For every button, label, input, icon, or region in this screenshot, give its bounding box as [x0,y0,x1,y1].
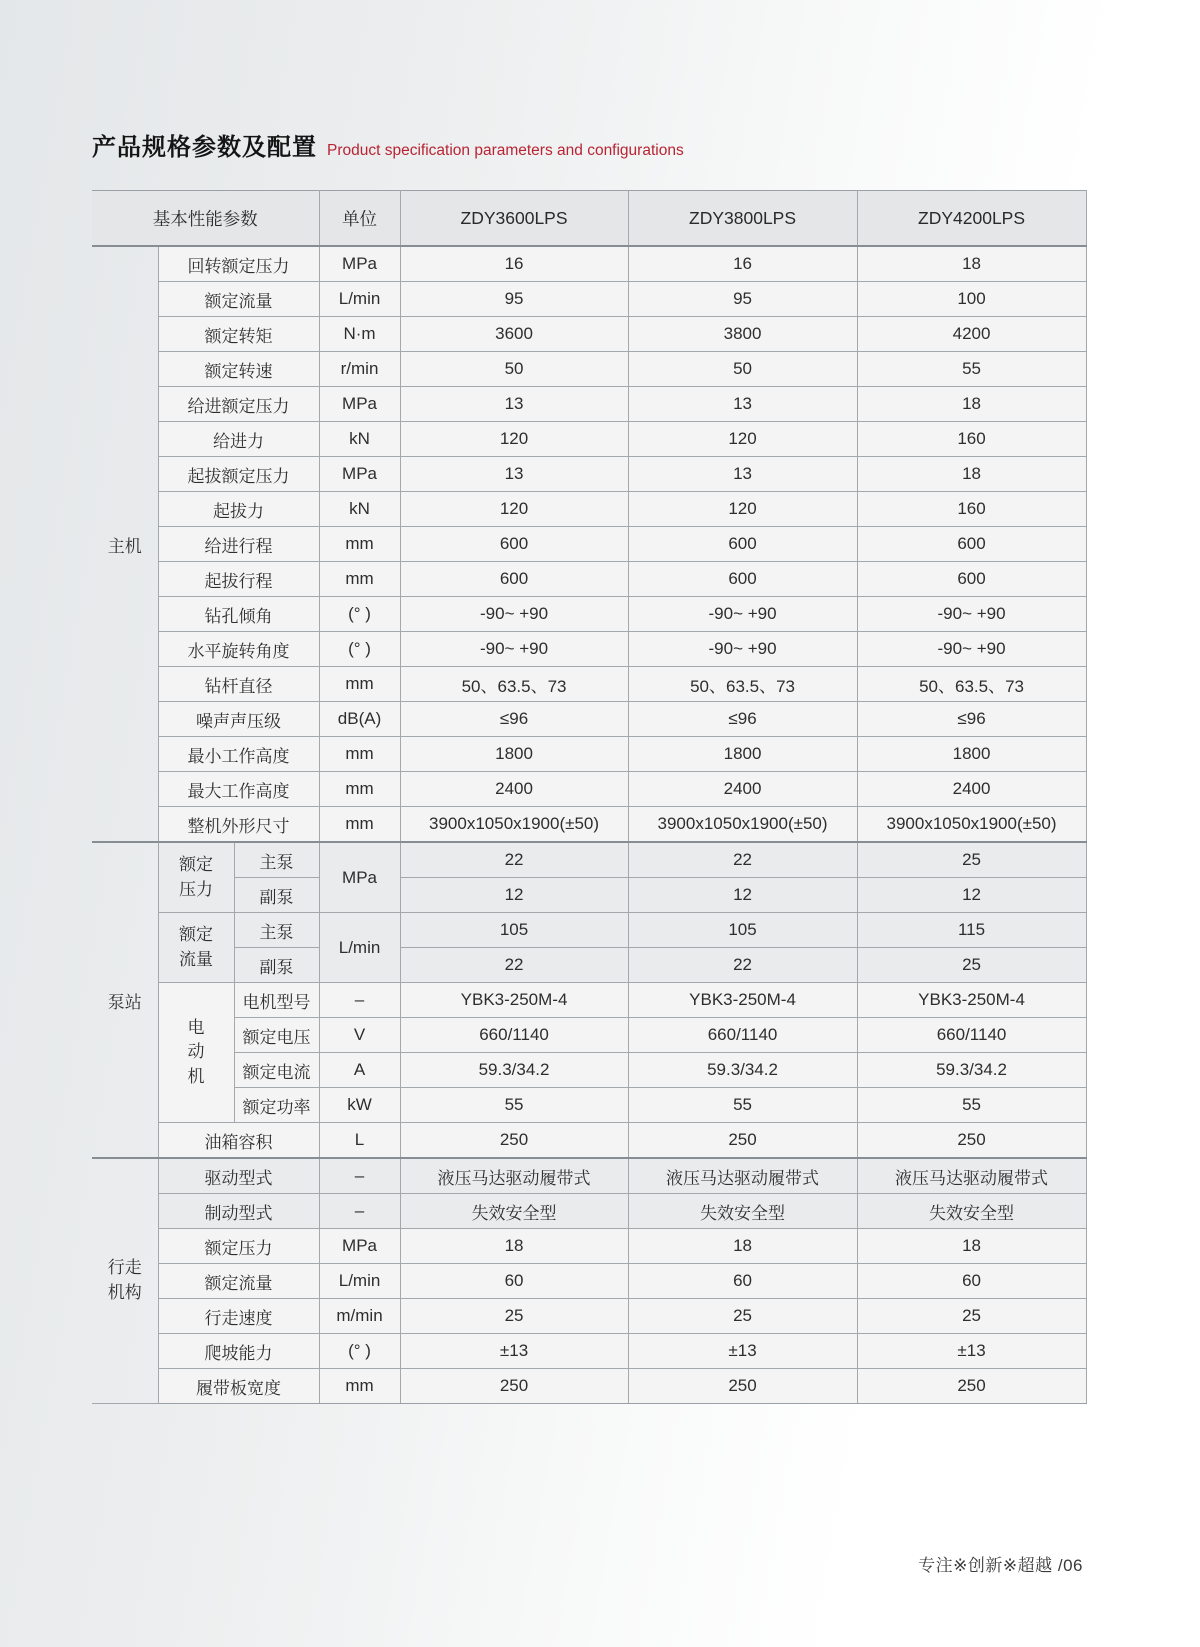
table-row [92,1194,1086,1229]
value-cell: 60 [628,1264,857,1299]
table-row [92,667,1086,702]
rated-flow-label: 额定流量 [179,924,213,969]
param-label: 钻孔倾角 [158,597,319,632]
table-row [92,983,1086,1018]
value-cell: 3900x1050x1900(±50) [857,807,1086,843]
sub-label: 额定电压 [234,1018,319,1053]
value-cell: 60 [857,1264,1086,1299]
param-label: 起拔力 [158,492,319,527]
table-row [92,1123,1086,1159]
value-cell: 3800 [628,317,857,352]
unit-cell: A [319,1053,400,1088]
param-label: 水平旋转角度 [158,632,319,667]
param-label: 爬坡能力 [158,1334,319,1369]
param-label [158,983,234,1123]
param-label: 给进额定压力 [158,387,319,422]
unit-cell: L [319,1123,400,1159]
value-cell: ±13 [400,1334,628,1369]
header-basic-params: 基本性能参数 [92,191,319,247]
param-label: 驱动型式 [158,1158,319,1194]
param-label [158,913,234,983]
value-cell: 12 [628,878,857,913]
sub-label: 电机型号 [234,983,319,1018]
group-label-main-machine: 主机 [92,246,158,842]
table-row [92,492,1086,527]
value-cell: 55 [628,1088,857,1123]
value-cell: 1800 [400,737,628,772]
value-cell: ±13 [628,1334,857,1369]
electric-motor-label: 电动机 [187,1017,205,1086]
value-cell: ≤96 [400,702,628,737]
param-label: 回转额定压力 [158,246,319,282]
unit-cell: kW [319,1088,400,1123]
param-label: 给进行程 [158,527,319,562]
page-title-chinese: 产品规格参数及配置 [92,134,317,161]
value-cell: 59.3/34.2 [400,1053,628,1088]
value-cell: 18 [628,1229,857,1264]
value-cell: -90~ +90 [400,632,628,667]
value-cell: 25 [857,948,1086,983]
unit-cell: – [319,1158,400,1194]
value-cell: 250 [857,1369,1086,1404]
value-cell: 250 [628,1369,857,1404]
value-cell: 液压马达驱动履带式 [628,1158,857,1194]
value-cell: ≤96 [857,702,1086,737]
value-cell: 250 [400,1369,628,1404]
unit-cell: N·m [319,317,400,352]
value-cell: 22 [400,948,628,983]
value-cell: -90~ +90 [857,597,1086,632]
value-cell: 95 [400,282,628,317]
unit-cell: MPa [319,387,400,422]
unit-cell: MPa [319,457,400,492]
table-row [92,807,1086,843]
param-label: 整机外形尺寸 [158,807,319,843]
sub-label: 主泵 [234,913,319,948]
value-cell: 600 [857,562,1086,597]
value-cell: 600 [628,527,857,562]
unit-cell: mm [319,737,400,772]
unit-cell: mm [319,527,400,562]
value-cell: 12 [857,878,1086,913]
unit-cell: kN [319,422,400,457]
table-row [92,842,1086,878]
header-model-zdy3800lps: ZDY3800LPS [628,191,857,247]
value-cell: 660/1140 [857,1018,1086,1053]
value-cell: 失效安全型 [400,1194,628,1229]
table-row [92,702,1086,737]
section-main-machine [92,246,1086,842]
table-row [92,317,1086,352]
value-cell: 25 [857,1299,1086,1334]
value-cell: 95 [628,282,857,317]
param-label: 最大工作高度 [158,772,319,807]
unit-cell: MPa [319,842,400,913]
table-row [92,387,1086,422]
value-cell: 120 [400,492,628,527]
value-cell: 1800 [857,737,1086,772]
value-cell: 600 [400,562,628,597]
unit-cell: L/min [319,1264,400,1299]
group-label-pump-station: 泵站 [92,842,158,1158]
sub-label: 主泵 [234,842,319,878]
param-label: 起拔额定压力 [158,457,319,492]
header-unit: 单位 [319,191,400,247]
value-cell: 60 [400,1264,628,1299]
table-row [92,632,1086,667]
value-cell: 2400 [628,772,857,807]
header-model-zdy4200lps: ZDY4200LPS [857,191,1086,247]
value-cell: 25 [628,1299,857,1334]
unit-cell: (° ) [319,1334,400,1369]
unit-cell: (° ) [319,597,400,632]
value-cell: 660/1140 [400,1018,628,1053]
page-footer: 专注※创新※超越 /06 [918,1556,1083,1575]
value-cell: 55 [857,1088,1086,1123]
value-cell: 22 [628,842,857,878]
table-row [92,246,1086,282]
table-row [92,597,1086,632]
value-cell: 13 [400,457,628,492]
value-cell: ≤96 [628,702,857,737]
value-cell: 50 [628,352,857,387]
param-label [158,842,234,913]
unit-cell: m/min [319,1299,400,1334]
table-row [92,878,1086,913]
param-label: 制动型式 [158,1194,319,1229]
value-cell: 50 [400,352,628,387]
value-cell: 16 [628,246,857,282]
value-cell: YBK3-250M-4 [628,983,857,1018]
value-cell: 失效安全型 [628,1194,857,1229]
value-cell: 13 [400,387,628,422]
page-title [92,127,684,162]
value-cell: 50、63.5、73 [628,667,857,702]
value-cell: 3900x1050x1900(±50) [628,807,857,843]
table-row [92,1158,1086,1194]
value-cell: 液压马达驱动履带式 [857,1158,1086,1194]
value-cell: 55 [857,352,1086,387]
value-cell: 59.3/34.2 [628,1053,857,1088]
unit-cell: V [319,1018,400,1053]
value-cell: 120 [400,422,628,457]
value-cell: 18 [857,246,1086,282]
param-label: 钻杆直径 [158,667,319,702]
value-cell: 16 [400,246,628,282]
value-cell: 50、63.5、73 [857,667,1086,702]
param-label: 额定转速 [158,352,319,387]
unit-cell: L/min [319,282,400,317]
page-title-english: Product specification parameters and configurations [327,142,684,159]
value-cell: 12 [400,878,628,913]
unit-cell: – [319,1194,400,1229]
value-cell: 120 [628,492,857,527]
value-cell: 59.3/34.2 [857,1053,1086,1088]
table-row [92,1053,1086,1088]
table-header [92,191,1086,247]
value-cell: 失效安全型 [857,1194,1086,1229]
table-row [92,913,1086,948]
param-label: 额定流量 [158,1264,319,1299]
value-cell: 22 [400,842,628,878]
value-cell: 液压马达驱动履带式 [400,1158,628,1194]
value-cell: 50、63.5、73 [400,667,628,702]
value-cell: 100 [857,282,1086,317]
table-row [92,948,1086,983]
value-cell: -90~ +90 [628,632,857,667]
value-cell: 105 [628,913,857,948]
unit-cell: mm [319,1369,400,1404]
value-cell: 13 [628,457,857,492]
unit-cell: mm [319,772,400,807]
table-row [92,527,1086,562]
table-row [92,457,1086,492]
value-cell: 22 [628,948,857,983]
value-cell: 115 [857,913,1086,948]
value-cell: 250 [400,1123,628,1159]
unit-cell: mm [319,807,400,843]
header-model-zdy3600lps: ZDY3600LPS [400,191,628,247]
value-cell: 3600 [400,317,628,352]
param-label: 油箱容积 [158,1123,319,1159]
unit-cell: mm [319,562,400,597]
unit-cell: kN [319,492,400,527]
unit-cell: (° ) [319,632,400,667]
value-cell: 250 [857,1123,1086,1159]
value-cell: 105 [400,913,628,948]
table-row [92,352,1086,387]
value-cell: 250 [628,1123,857,1159]
sub-label: 副泵 [234,878,319,913]
unit-cell: r/min [319,352,400,387]
unit-cell: – [319,983,400,1018]
value-cell: YBK3-250M-4 [400,983,628,1018]
value-cell: 18 [857,457,1086,492]
unit-cell: MPa [319,1229,400,1264]
section-travel-mechanism [92,1158,1086,1404]
value-cell: -90~ +90 [400,597,628,632]
param-label: 履带板宽度 [158,1369,319,1404]
value-cell: 25 [857,842,1086,878]
sub-label: 额定电流 [234,1053,319,1088]
table-row [92,1299,1086,1334]
sub-label: 副泵 [234,948,319,983]
value-cell: 55 [400,1088,628,1123]
spec-table [92,190,1087,1404]
sub-label: 额定功率 [234,1088,319,1123]
value-cell: 2400 [400,772,628,807]
group-label-travel-mechanism [92,1158,158,1404]
value-cell: 18 [400,1229,628,1264]
param-label: 行走速度 [158,1299,319,1334]
param-label: 噪声声压级 [158,702,319,737]
param-label: 额定压力 [158,1229,319,1264]
unit-cell: dB(A) [319,702,400,737]
table-row [92,1334,1086,1369]
value-cell: YBK3-250M-4 [857,983,1086,1018]
value-cell: 18 [857,387,1086,422]
table-row [92,562,1086,597]
value-cell: 600 [400,527,628,562]
table-row [92,282,1086,317]
value-cell: 600 [857,527,1086,562]
rated-pressure-label: 额定压力 [179,854,213,899]
param-label: 额定转矩 [158,317,319,352]
value-cell: 1800 [628,737,857,772]
param-label: 最小工作高度 [158,737,319,772]
unit-cell: mm [319,667,400,702]
value-cell: -90~ +90 [857,632,1086,667]
table-row [92,1018,1086,1053]
value-cell: 4200 [857,317,1086,352]
value-cell: 13 [628,387,857,422]
table-row [92,1264,1086,1299]
value-cell: 25 [400,1299,628,1334]
unit-cell: L/min [319,913,400,983]
param-label: 额定流量 [158,282,319,317]
param-label: 起拔行程 [158,562,319,597]
table-row [92,772,1086,807]
table-row [92,1369,1086,1404]
table-row [92,737,1086,772]
param-label: 给进力 [158,422,319,457]
value-cell: -90~ +90 [628,597,857,632]
section-pump-station [92,842,1086,1158]
value-cell: 2400 [857,772,1086,807]
header-row [92,191,1086,247]
value-cell: 18 [857,1229,1086,1264]
value-cell: 660/1140 [628,1018,857,1053]
value-cell: 600 [628,562,857,597]
table-row [92,1229,1086,1264]
table-row [92,422,1086,457]
value-cell: 120 [628,422,857,457]
travel-mechanism-label: 行走机构 [107,1258,142,1302]
value-cell: 160 [857,492,1086,527]
unit-cell: MPa [319,246,400,282]
value-cell: 3900x1050x1900(±50) [400,807,628,843]
value-cell: ±13 [857,1334,1086,1369]
value-cell: 160 [857,422,1086,457]
table-row [92,1088,1086,1123]
